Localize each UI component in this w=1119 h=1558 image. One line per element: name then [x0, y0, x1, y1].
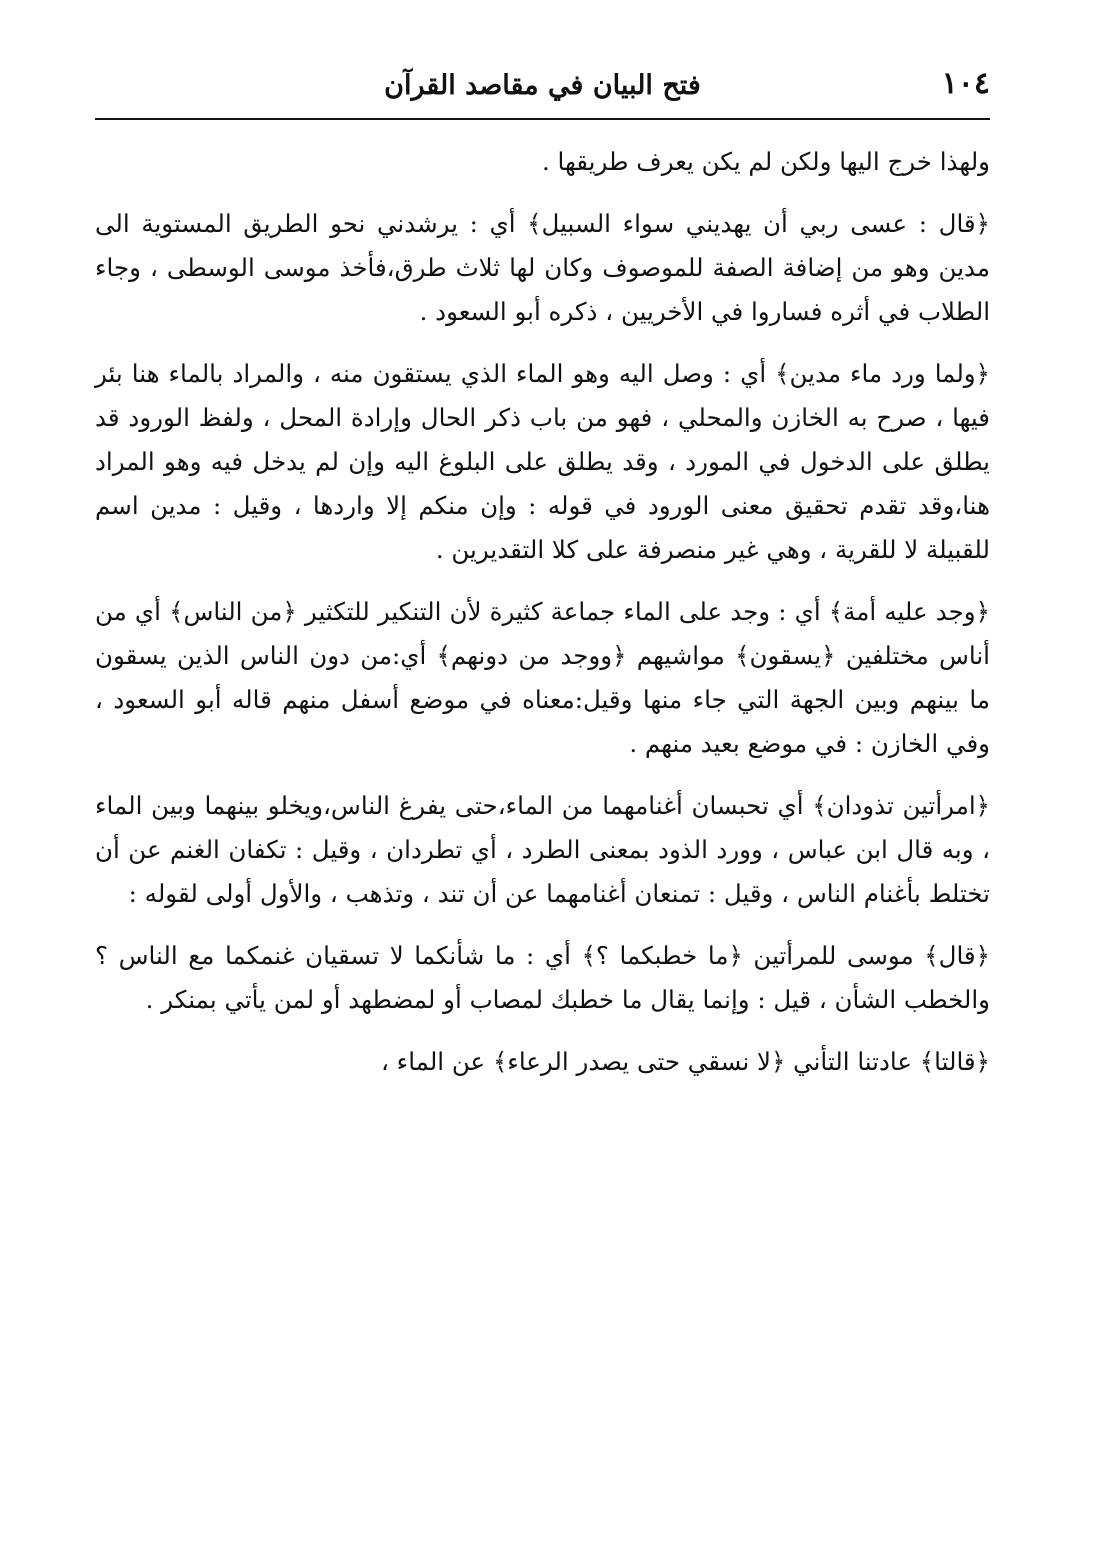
page-number: ١٠٤ [941, 66, 990, 101]
paragraph: ﴿امرأتين تذودان﴾ أي تحبسان أغنامهما من الماء،حتى يفرغ الناس،ويخلو بينهما وبين الماء ، وبه قال ابن عباس ، وورد الذود بمعنى الطرد ، أي تطردان ، وقيل : تكفان الغنم عن أن تختلط بأغنام الناس ، وقيل : تمنعان أغنامهما عن أن تند ، وتذهب ، والأول أولى لقوله : [95, 791, 990, 908]
running-header [95, 60, 990, 120]
paragraph: ﴿وجد عليه أمة﴾ أي : وجد على الماء جماعة كثيرة لأن التنكير للتكثير ﴿من الناس﴾ أي من أناس مختلفين ﴿يسقون﴾ مواشيهم ﴿ووجد من دونهم﴾ أي:من دون الناس الذين يسقون ما بينهم وبين الجهة التي جاء منها وقيل:معناه في موضع أسفل منهم قاله أبو السعود ، وفي الخازن : في موضع بعيد منهم . [95, 597, 990, 758]
book-title: فتح البيان في مقاصد القرآن [384, 70, 701, 101]
body-text [95, 140, 990, 1084]
paragraph: ﴿قال﴾ موسى للمرأتين ﴿ما خطبكما ؟﴾ أي : ما شأنكما لا تسقيان غنمكما مع الناس ؟ والخطب الشأن ، قيل : وإنما يقال ما خطبك لمصاب أو لمضطهد أو لمن يأتي بمنكر . [95, 941, 990, 1014]
paragraph: ﴿قال : عسى ربي أن يهديني سواء السبيل﴾ أي : يرشدني نحو الطريق المستوية الى مدين وهو من إضافة الصفة للموصوف وكان لها ثلاث طرق،فأخذ موسى الوسطى ، وجاء الطلاب في أثره فساروا في الأخريين ، ذكره أبو السعود . [95, 209, 990, 326]
paragraph: ﴿قالتا﴾ عادتنا التأني ﴿لا نسقي حتى يصدر الرعاء﴾ عن الماء ، [380, 1047, 990, 1076]
paragraph: ولهذا خرج اليها ولكن لم يكن يعرف طريقها . [541, 147, 990, 176]
paragraph: ﴿ولما ورد ماء مدين﴾ أي : وصل اليه وهو الماء الذي يستقون منه ، والمراد بالماء هنا بئر فيها ، صرح به الخازن والمحلي ، فهو من باب ذكر الحال وإرادة المحل ، ولفظ الورود قد يطلق على الدخول في المورد ، وقد يطلق على البلوغ اليه وإن لم يدخل فيه وهو المراد هنا،وقد تقدم تحقيق معنى الورود في قوله : وإن منكم إلا واردها ، وقيل : مدين اسم للقبيلة لا للقرية ، وهي غير منصرفة على كلا التقديرين . [95, 359, 990, 564]
header-divider [95, 118, 990, 120]
